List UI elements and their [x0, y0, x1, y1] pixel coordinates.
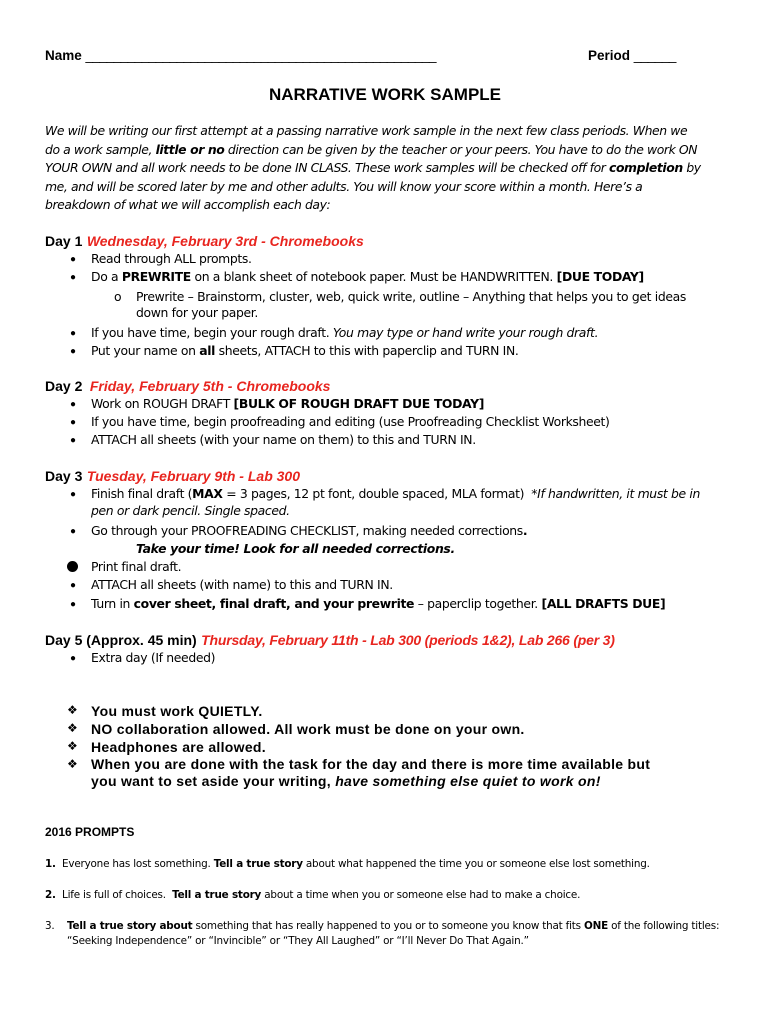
period-field — [588, 48, 676, 63]
intro-line: do a work sample, little or no direction can be given by the teacher or your peers. You have to do the work ON — [45, 141, 698, 157]
bullet-icon: ● — [70, 399, 77, 410]
day3-item-4: ATTACH all sheets (with name) to this and TURN IN. — [91, 577, 393, 592]
day2-item-1: Work on ROUGH DRAFT [BULK OF ROUGH DRAFT DUE TODAY] — [91, 396, 485, 411]
day1-subitem: Prewrite – Brainstorm, cluster, web, quick write, outline – Anything that helps you to get ideas down for your paper. — [136, 289, 686, 320]
day1-heading — [45, 233, 364, 251]
period-blank: ______ — [633, 48, 676, 63]
rule-3: Headphones are allowed. — [91, 739, 266, 755]
prompts-heading: 2016 PROMPTS — [45, 825, 135, 839]
day3-item-1: Finish final draft (MAX = 3 pages, 12 pt font, double spaced, MLA format) *If handwritten, it must be in pen or dark pencil. Single spaced. — [91, 486, 700, 518]
diamond-bullet-icon: ❖ — [67, 757, 78, 771]
rule-4: When you are done with the task for the day and there is more time available but you want to set aside your writing, have something else quiet to work on! — [91, 756, 651, 789]
sub-bullet-icon: o — [114, 289, 122, 304]
prompt-1: 1. Everyone has lost something. Tell a true story about what happened the time you or someone else lost something. — [45, 858, 650, 870]
day2-heading — [45, 378, 330, 396]
day1-item-4: Put your name on all sheets, ATTACH to this with paperclip and TURN IN. — [91, 343, 519, 358]
rule-1: You must work QUIETLY. — [91, 703, 263, 719]
day3-label: Day 3 — [45, 468, 83, 484]
day2-date: Friday, February 5th - Chromebooks — [89, 378, 331, 394]
day1-item-2: Do a PREWRITE on a blank sheet of notebook paper. Must be HANDWRITTEN. [DUE TODAY] — [91, 269, 644, 284]
day3-heading — [45, 468, 300, 486]
day1-date: Wednesday, February 3rd - Chromebooks — [86, 233, 364, 249]
rule-2: NO collaboration allowed. All work must be done on your own. — [91, 721, 525, 737]
day1-item-3: If you have time, begin your rough draft. You may type or hand write your rough draft. — [91, 325, 599, 340]
diamond-bullet-icon: ❖ — [67, 739, 78, 753]
intro-line: me, and will be scored later by me and other adults. You will know your score within a month. Here’s a — [45, 178, 643, 194]
bullet-icon — [67, 561, 78, 572]
intro-line: breakdown of what we will accomplish each day: — [45, 197, 331, 212]
day5-item-1: Extra day (If needed) — [91, 650, 216, 665]
bullet-icon: ● — [70, 580, 77, 591]
day3-note: Take your time! Look for all needed corrections. — [136, 541, 455, 556]
bullet-icon: ● — [70, 272, 77, 283]
day5-date: Thursday, February 11th - Lab 300 (periods 1&2), Lab 266 (per 3) — [201, 632, 615, 648]
day1-label: Day 1 — [45, 233, 83, 249]
name-label: Name — [45, 48, 82, 63]
prompt-3-number: 3. — [45, 920, 55, 932]
day1-item-1: Read through ALL prompts. — [91, 251, 252, 266]
bullet-icon: ● — [70, 653, 77, 664]
bullet-icon: ● — [70, 599, 77, 610]
day3-item-2: Go through your PROOFREADING CHECKLIST, making needed corrections. — [91, 523, 528, 538]
bullet-icon: ● — [70, 417, 77, 428]
bullet-icon: ● — [70, 254, 77, 265]
bullet-icon: ● — [70, 489, 77, 500]
day3-item-3: Print final draft. — [91, 559, 182, 574]
bullet-icon: ● — [70, 346, 77, 357]
day5-label: Day 5 (Approx. 45 min) — [45, 632, 197, 648]
intro-line: YOUR OWN and all work needs to be done IN CLASS. These work samples will be checked off for completion by — [45, 160, 701, 175]
day2-label: Day 2 — [45, 378, 83, 394]
day3-date: Tuesday, February 9th - Lab 300 — [86, 468, 300, 484]
diamond-bullet-icon: ❖ — [67, 721, 78, 735]
bullet-icon: ● — [70, 435, 77, 446]
day2-item-3: ATTACH all sheets (with your name on them) to this and TURN IN. — [91, 432, 476, 447]
day3-item-5: Turn in cover sheet, final draft, and your prewrite – paperclip together. [ALL DRAFTS DUE] — [91, 596, 666, 611]
diamond-bullet-icon: ❖ — [67, 703, 78, 717]
intro-line: We will be writing our first attempt at a passing narrative work sample in the next few class periods. When we — [45, 123, 688, 138]
name-field — [45, 48, 436, 63]
prompt-2: 2. Life is full of choices. Tell a true story about a time when you or someone else had to make a choice. — [45, 889, 581, 901]
page-title: NARRATIVE WORK SAMPLE — [268, 85, 501, 104]
intro-paragraph — [45, 122, 701, 215]
bullet-icon: ● — [70, 328, 77, 339]
day5-heading — [45, 632, 615, 650]
period-label: Period — [588, 48, 631, 63]
bullet-icon: ● — [70, 526, 77, 537]
day2-item-2: If you have time, begin proofreading and editing (use Proofreading Checklist Worksheet) — [91, 414, 610, 429]
prompt-3: Tell a true story about something that has really happened to you or to someone you know that fits ONE of the following titles: “Seeking Independence” or “Invincible” or “They All Laughed” or “I’ll Never Do That Again.” — [67, 920, 720, 947]
name-blank: __________________________________________________ — [85, 48, 436, 63]
